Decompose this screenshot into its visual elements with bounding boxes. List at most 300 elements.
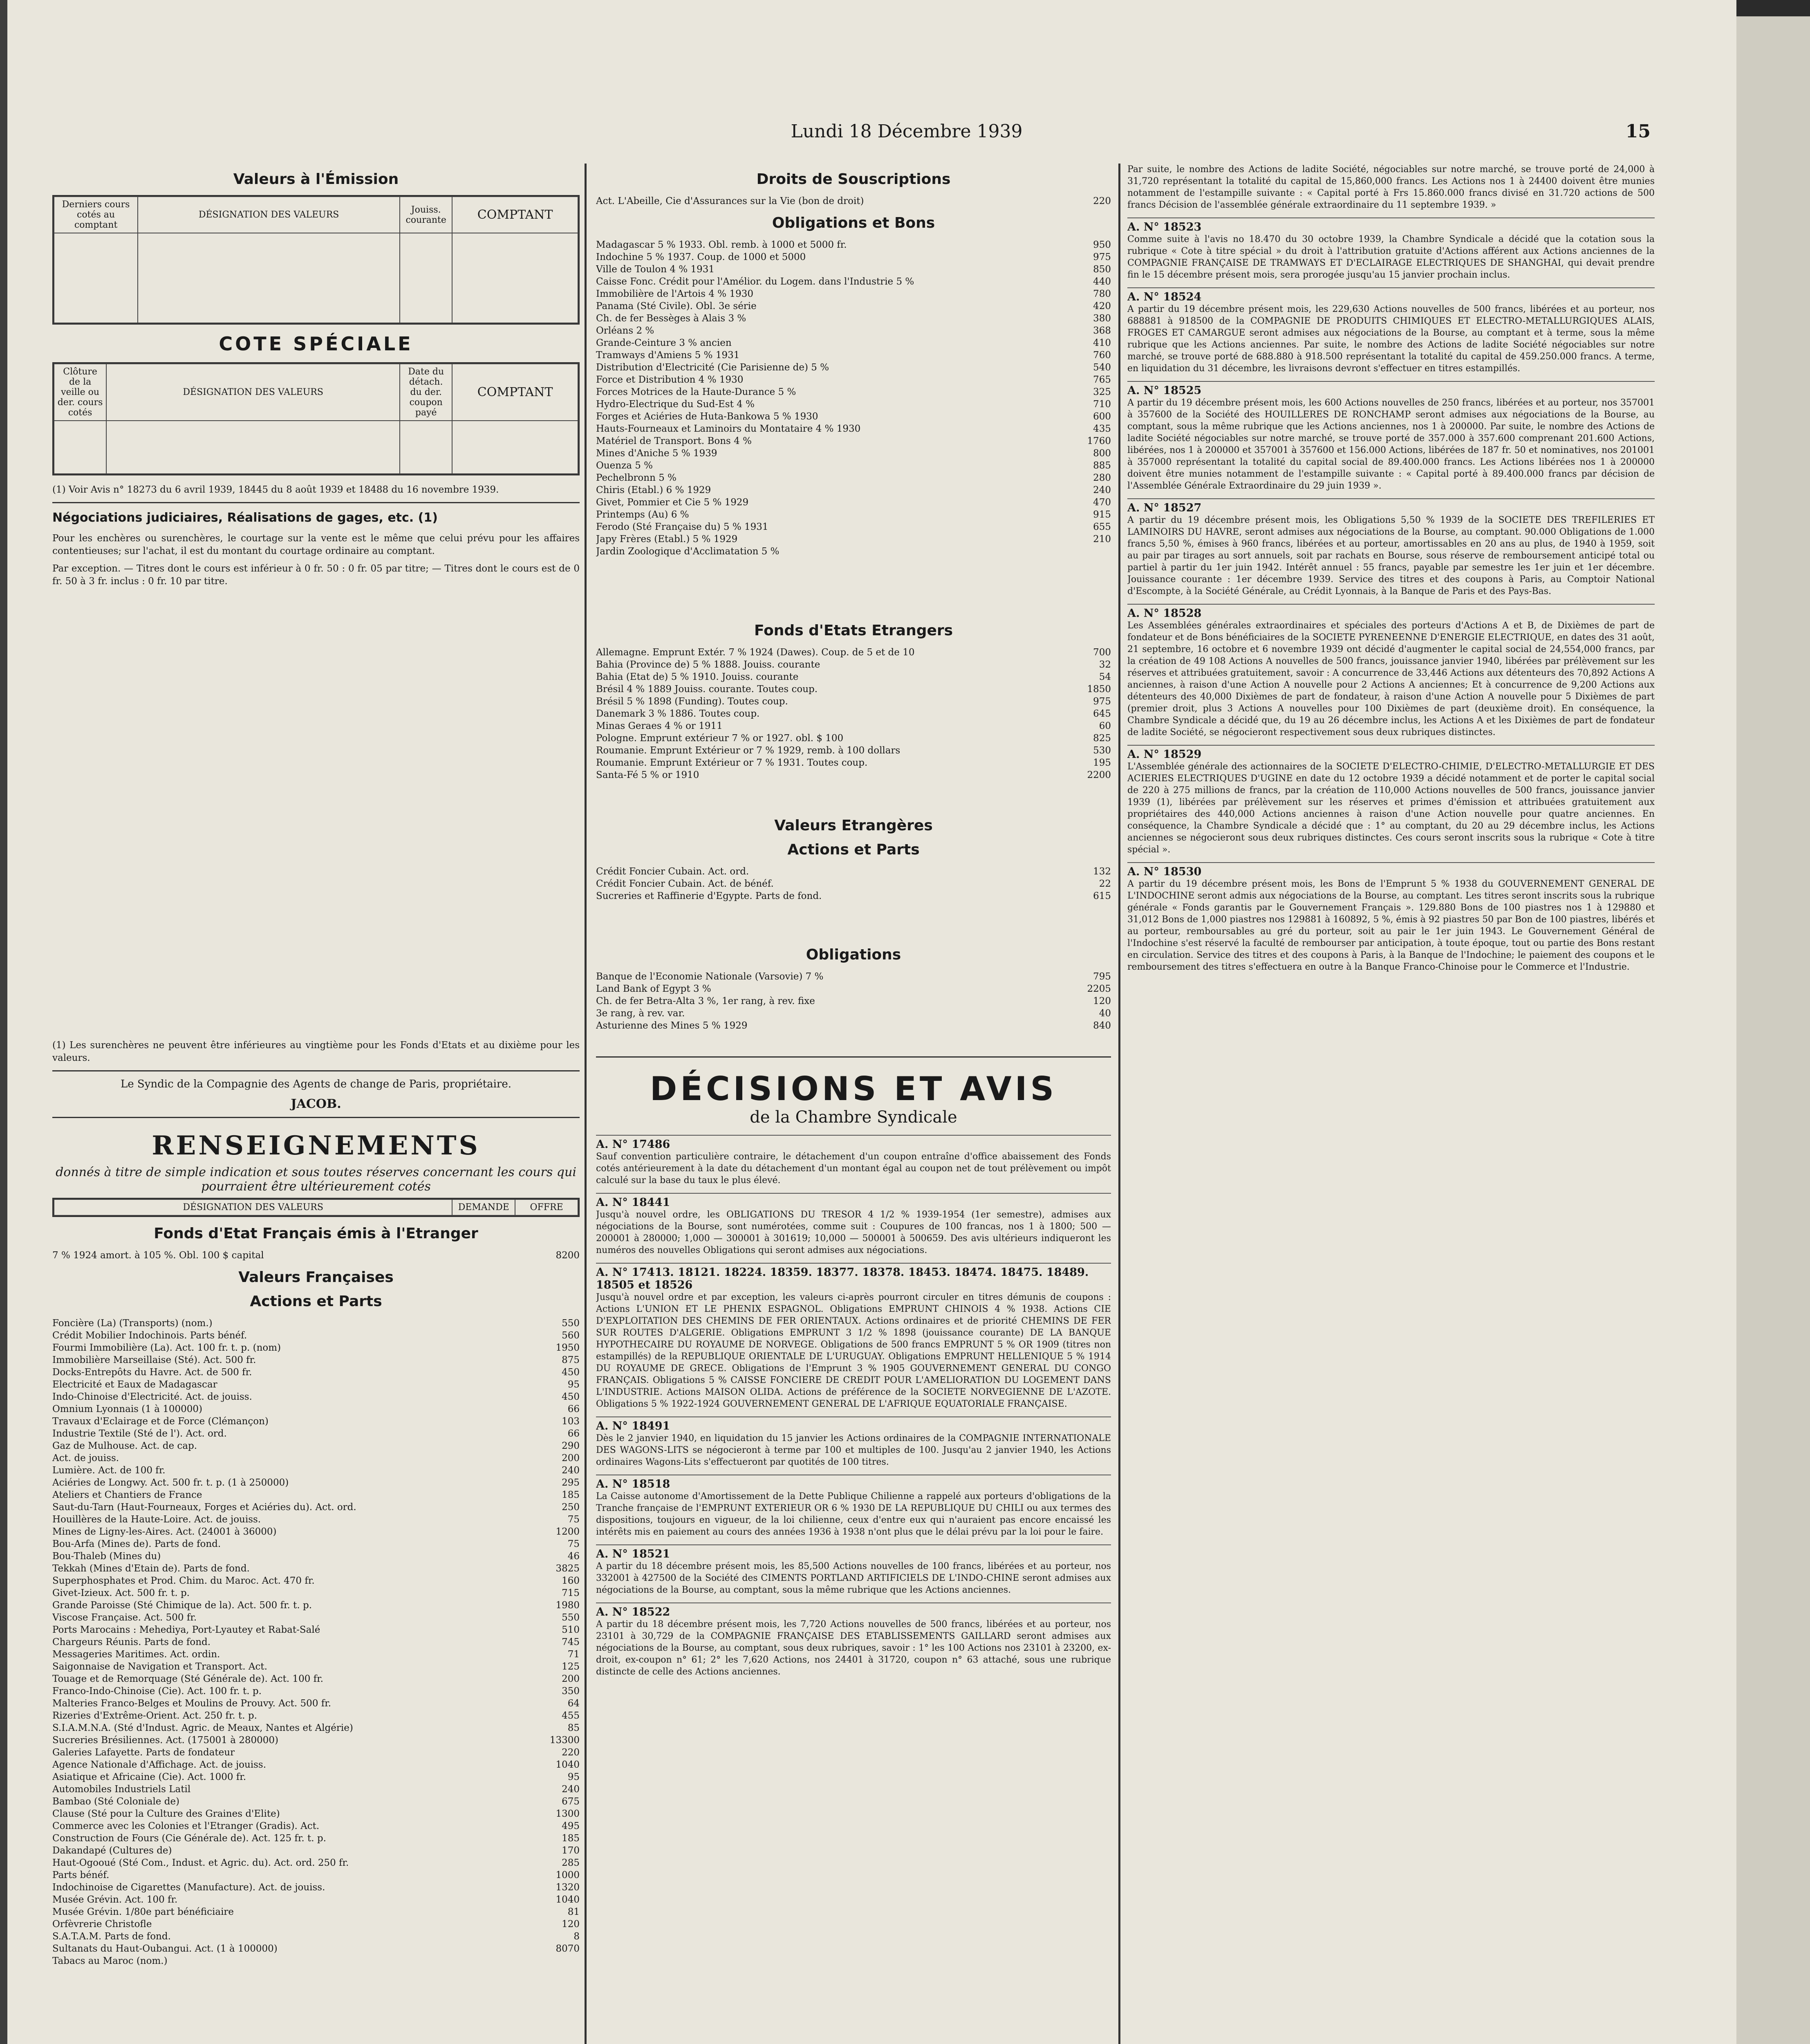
avis-number: A. N° 18491 xyxy=(596,1416,1111,1432)
column-rule-1 xyxy=(585,164,587,2044)
list-item xyxy=(596,744,1111,757)
item-name: Madagascar 5 % 1933. Obl. remb. à 1000 et 5000 fr. xyxy=(596,240,847,250)
item-name: Bou-Arfa (Mines de). Parts de fond. xyxy=(52,1539,221,1549)
avis-list-middle xyxy=(596,1135,1111,1678)
intro-paragraph: Par suite, le nombre des Actions de ladite Société, négociables sur notre marché, se trouve porté de 24,000 à 31,720 représentant la totalité du capital de 15,860,000 francs. Les Actions nos 1 à 24400 doivent être munies notamment de l'estampille suivante : « Capital porté à Frs 15.860.000 francs divisé en 31.720 actions de 500 francs Décision de l'assemblée générale extraordinaire du 11 septembre 1939. » xyxy=(1127,164,1655,210)
list-item xyxy=(52,1759,580,1771)
fonds-etat-value: 8200 xyxy=(556,1250,580,1261)
list-item xyxy=(596,300,1111,312)
obligations-bons-title: Obligations et Bons xyxy=(772,215,935,231)
list-item xyxy=(52,1391,580,1403)
item-value xyxy=(531,1955,580,1967)
list-item xyxy=(52,1722,580,1734)
item-name: Matériel de Transport. Bons 4 % xyxy=(596,436,752,446)
list-item xyxy=(52,1562,580,1575)
item-value: 46 xyxy=(567,1551,580,1562)
list-item xyxy=(52,1513,580,1526)
item-value: 950 xyxy=(1093,240,1111,250)
item-value: 185 xyxy=(562,1833,580,1844)
list-item xyxy=(596,995,1111,1007)
item-name: Galeries Lafayette. Parts de fondateur xyxy=(52,1747,235,1758)
item-value: 60 xyxy=(1099,721,1111,731)
list-item xyxy=(596,337,1111,349)
column-right xyxy=(1127,164,1655,2044)
cote-speciale-table xyxy=(52,362,580,475)
syndic-name: JACOB. xyxy=(291,1097,341,1111)
item-value: 455 xyxy=(562,1710,580,1721)
item-name: Hydro-Electrique du Sud-Est 4 % xyxy=(596,399,755,410)
item-name: Ch. de fer Bessèges à Alais 3 % xyxy=(596,313,746,324)
item-name: Bahia (Province de) 5 % 1888. Jouiss. courante xyxy=(596,659,820,670)
list-item xyxy=(52,1366,580,1378)
list-item xyxy=(52,1734,580,1746)
item-value: 1040 xyxy=(556,1894,580,1905)
item-name: Crédit Foncier Cubain. Act. ord. xyxy=(596,866,749,877)
item-name: Grande-Ceinture 3 % ancien xyxy=(596,338,732,348)
list-item xyxy=(52,1599,580,1611)
item-name: Crédit Foncier Cubain. Act. de bénéf. xyxy=(596,879,774,889)
negociations-note: (1) Les surenchères ne peuvent être inférieures au vingtième pour les Fonds d'Etats et au dixième pour les valeurs. xyxy=(52,1040,580,1063)
item-value: 645 xyxy=(1093,708,1111,719)
list-item xyxy=(52,1317,580,1329)
list-item xyxy=(52,1575,580,1587)
list-item xyxy=(596,263,1111,276)
avis-number: A. N° 18522 xyxy=(596,1602,1111,1618)
item-value: 85 xyxy=(567,1723,580,1733)
item-value: 615 xyxy=(1093,891,1111,901)
fonds-etat-name: 7 % 1924 amort. à 105 %. Obl. 100 $ capital xyxy=(52,1250,264,1261)
item-value: 368 xyxy=(1093,325,1111,336)
item-name: Clause (Sté pour la Culture des Graines d'Elite) xyxy=(52,1809,280,1819)
list-item xyxy=(52,1489,580,1501)
list-item xyxy=(596,1007,1111,1020)
column-middle xyxy=(596,164,1111,2044)
item-name: 3e rang, à rev. var. xyxy=(596,1008,685,1019)
item-value: 250 xyxy=(562,1502,580,1513)
item-value: 81 xyxy=(567,1907,580,1917)
avis-number: A. N° 17413. 18121. 18224. 18359. 18377. 18378. 18453. 18474. 18475. 18489. 18505 et 18526 xyxy=(596,1263,1111,1291)
list-item xyxy=(596,659,1111,671)
item-name: Superphosphates et Prod. Chim. du Maroc. Act. 470 fr. xyxy=(52,1576,315,1586)
negociations-text: Pour les enchères ou surenchères, le courtage sur la vente est le même que celui prévu pour les affaires contentieuses; sur l'achat, il est du montant du courtage ordinaire au comptant. xyxy=(52,533,580,556)
item-value: 795 xyxy=(1093,971,1111,982)
fonds-etrangers-title: Fonds d'Etats Etrangers xyxy=(754,622,953,639)
item-value: 850 xyxy=(1093,264,1111,275)
item-value: 8070 xyxy=(556,1943,580,1954)
item-value: 240 xyxy=(1093,485,1111,495)
list-item xyxy=(596,251,1111,263)
rens-header-designation: DÉSIGNATION DES VALEURS xyxy=(54,1199,452,1215)
item-name: Bou-Thaleb (Mines du) xyxy=(52,1551,161,1562)
list-item xyxy=(52,1894,580,1906)
list-item xyxy=(596,361,1111,374)
item-name: Dakandapé (Cultures de) xyxy=(52,1845,172,1856)
renseignements-header xyxy=(52,1198,580,1217)
item-value xyxy=(1062,545,1111,558)
item-value: 975 xyxy=(1093,696,1111,707)
item-name: Givet-Izieux. Act. 500 fr. t. p. xyxy=(52,1588,190,1598)
list-item xyxy=(596,1020,1111,1032)
list-item xyxy=(52,1526,580,1538)
cote-header-date: Date du détach. du der. coupon payé xyxy=(400,364,452,421)
item-name: Lumière. Act. de 100 fr. xyxy=(52,1465,166,1476)
list-item xyxy=(52,1820,580,1832)
item-value: 715 xyxy=(562,1588,580,1598)
item-name: Givet, Pommier et Cie 5 % 1929 xyxy=(596,497,749,508)
item-name: Minas Geraes 4 % or 1911 xyxy=(596,721,723,731)
item-value: 700 xyxy=(1093,647,1111,658)
item-value: 240 xyxy=(562,1465,580,1476)
list-item xyxy=(52,1587,580,1599)
item-name: Pologne. Emprunt extérieur 7 % or 1927. obl. $ 100 xyxy=(596,733,844,744)
avis-text: La Caisse autonome d'Amortissement de la Dette Publique Chilienne a rappelé aux porteurs d'obligations de la Tranche française de l'EMPRUNT EXTERIEUR OR 6 % 1930 DE LA REPUBLIQUE DU CHILI ou aux termes des dispositions, toujours en vigueur, de la loi chilienne, ceux d'entre eux qui n'auraient pas encore encaissé les intérêts mis en paiement au cours des années 1936 à 1938 n'ont plus que le délai prévu par la loi pour le faire. xyxy=(596,1491,1111,1537)
list-item xyxy=(52,1636,580,1648)
item-name: Act. L'Abeille, Cie d'Assurances sur la Vie (bon de droit) xyxy=(596,196,864,206)
item-name: Agence Nationale d'Affichage. Act. de jouiss. xyxy=(52,1759,267,1770)
list-item xyxy=(52,1710,580,1722)
item-name: Chiris (Etabl.) 6 % 1929 xyxy=(596,485,711,495)
list-item xyxy=(596,459,1111,472)
list-item xyxy=(596,720,1111,732)
item-name: Tabacs au Maroc (nom.) xyxy=(52,1956,168,1966)
item-name: Haut-Ogooué (Sté Com., Indust. et Agric. du). Act. ord. 250 fr. xyxy=(52,1858,349,1868)
item-value: 450 xyxy=(562,1392,580,1402)
valeurs-francaises-title: Valeurs Françaises xyxy=(238,1269,394,1286)
item-value: 710 xyxy=(1093,399,1111,410)
item-value: 280 xyxy=(1093,473,1111,483)
item-value: 1000 xyxy=(556,1870,580,1880)
page-edge xyxy=(1736,16,1810,2044)
item-name: Danemark 3 % 1886. Toutes coup. xyxy=(596,708,760,719)
item-name: Ferodo (Sté Française du) 5 % 1931 xyxy=(596,522,768,532)
item-value: 290 xyxy=(562,1441,580,1451)
item-value: 125 xyxy=(562,1661,580,1672)
negociations-exception: Par exception. — Titres dont le cours est inférieur à 0 fr. 50 : 0 fr. 05 par titre; — Titres dont le cours est de 0 fr. 50 à 3 fr. inclus : 0 fr. 10 par titre. xyxy=(52,563,580,587)
item-value: 120 xyxy=(1093,996,1111,1006)
item-name: Brésil 4 % 1889 Jouiss. courante. Toutes coup. xyxy=(596,684,818,695)
list-item xyxy=(52,1611,580,1624)
item-value: 220 xyxy=(1093,196,1111,206)
item-value: 103 xyxy=(562,1416,580,1427)
item-value: 1200 xyxy=(556,1526,580,1537)
fonds-etrangers-list xyxy=(596,646,1111,781)
item-name: Malteries Franco-Belges et Moulins de Prouvy. Act. 500 fr. xyxy=(52,1698,332,1709)
item-value: 825 xyxy=(1093,733,1111,744)
item-name: Docks-Entrepôts du Havre. Act. de 500 fr. xyxy=(52,1367,252,1378)
item-name: Indo-Chinoise d'Electricité. Act. de jouiss. xyxy=(52,1392,252,1402)
avis-number: A. N° 18523 xyxy=(1127,217,1655,233)
avis-number: A. N° 18525 xyxy=(1127,381,1655,397)
list-item xyxy=(52,1685,580,1697)
item-value: 120 xyxy=(562,1919,580,1930)
item-name: Immobilière de l'Artois 4 % 1930 xyxy=(596,289,754,299)
item-name: Bahia (Etat de) 5 % 1910. Jouiss. courante xyxy=(596,672,799,682)
column-left xyxy=(52,164,580,2044)
item-name: Tekkah (Mines d'Etain de). Parts de fond. xyxy=(52,1563,250,1574)
item-value: 32 xyxy=(1099,659,1111,670)
item-name: Sucreries Brésiliennes. Act. (175001 à 280000) xyxy=(52,1735,279,1746)
item-name: Commerce avec les Colonies et l'Etranger (Gradis). Act. xyxy=(52,1821,320,1831)
item-value: 1950 xyxy=(556,1342,580,1353)
column-rule-2 xyxy=(1118,164,1120,2044)
list-item xyxy=(596,533,1111,545)
avis-number: A. N° 18524 xyxy=(1127,287,1655,303)
list-item xyxy=(596,671,1111,683)
item-value: 71 xyxy=(567,1649,580,1660)
item-name: Ville de Toulon 4 % 1931 xyxy=(596,264,715,275)
avis-text: A partir du 18 décembre présent mois, les 7,720 Actions nouvelles de 500 francs, libérées et au porteur, nos 23101 à 30,729 de la COMPAGNIE FRANÇAISE DES ETABLISSEMENTS GAILLARD seront admises aux négociations de la Bourse, au comptant, sous deux rubriques, savoir : 1° les 100 Actions nos 23101 à 23200, ex-droit, ex-coupon n° 61; 2° les 7,620 Actions, nos 24401 à 31720, coupon n° 63 attaché, sous une rubrique distincte de celle des Actions anciennes. xyxy=(596,1619,1111,1677)
list-item xyxy=(596,878,1111,890)
item-name: Houillères de la Haute-Loire. Act. de jouiss. xyxy=(52,1514,261,1525)
item-name: Forges et Aciéries de Huta-Bankowa 5 % 1930 xyxy=(596,411,818,422)
avis-text: L'Assemblée générale des actionnaires de la SOCIETE D'ELECTRO-CHIMIE, D'ELECTRO-METALLURGIE ET DES ACIERIES ELECTRIQUES D'UGINE en date du 12 octobre 1939 a décidé notamment et de porter le capital social de 220 à 275 millions de francs, par la création de 110,000 Actions nouvelles de 500 francs, jouissance janvier 1939 (1), libérées par prélèvement sur les réserves et primes d'émission et attribuées gratuitement aux propriétaires des 440,000 Actions anciennes à raison d'une Action nouvelle pour quatre anciennes. En conséquence, la Chambre Syndicale a décidé que : 1° au comptant, du 20 au 29 décembre inclus, les Actions anciennes se négocieront sous deux rubriques distinctes. Ces cours seront inscrits sous la rubrique « Cote à titre spécial ». xyxy=(1127,762,1655,855)
fonds-etat-row xyxy=(52,1249,580,1262)
list-item xyxy=(596,435,1111,447)
list-item xyxy=(52,1943,580,1955)
item-value: 1300 xyxy=(556,1809,580,1819)
item-value: 655 xyxy=(1093,522,1111,532)
item-name: Aciéries de Longwy. Act. 500 fr. t. p. (1 à 250000) xyxy=(52,1477,289,1488)
item-value: 915 xyxy=(1093,509,1111,520)
item-name: Santa-Fé 5 % or 1910 xyxy=(596,770,699,780)
list-item xyxy=(52,1477,580,1489)
item-value: 2200 xyxy=(1087,770,1111,780)
item-value: 875 xyxy=(562,1355,580,1365)
list-item xyxy=(52,1624,580,1636)
item-value: 780 xyxy=(1093,289,1111,299)
avis-list-right xyxy=(1127,217,1655,973)
list-item xyxy=(596,646,1111,659)
item-value: 440 xyxy=(1093,276,1111,287)
list-item xyxy=(52,1808,580,1820)
item-name: Industrie Textile (Sté de l'). Act. ord. xyxy=(52,1428,227,1439)
list-item xyxy=(596,386,1111,398)
emission-header-designation: DÉSIGNATION DES VALEURS xyxy=(138,197,400,233)
list-item xyxy=(52,1832,580,1845)
avis-text: A partir du 19 décembre présent mois, les Bons de l'Emprunt 5 % 1938 du GOUVERNEMENT GENERAL DE L'INDOCHINE seront admis aux négociations de la Bourse, au comptant. Les titres seront inscrits sous la rubrique générale « Fonds garantis par le Gouvernement Français ». 129.880 Bons de 100 piastres nos 1 à 129880 et 31,012 Bons de 1,000 piastres nos 129881 à 160892, 5 %, émis à 92 piastres 50 par Bon de 100 piastres, libérés et au porteur, remboursables au gré du porteur, soit au pair le 1er juin 1943. Le Gouvernement Général de l'Indochine s'est réservé la faculté de rembourser par anticipation, à toute époque, tout ou partie des Bons restant en circulation. Service des titres et des coupons à Paris, à la Banque de l'Indochine; le paiement des coupons et le remboursement des titres s'effectuera en outre à la Banque Franco-Chinoise pour le Commerce et l'Industrie. xyxy=(1127,879,1655,972)
item-value: 470 xyxy=(1093,497,1111,508)
list-item xyxy=(52,1783,580,1795)
obligations-title: Obligations xyxy=(806,946,901,963)
item-name: Musée Grévin. 1/80e part bénéficiaire xyxy=(52,1907,234,1917)
avis-text: A partir du 18 décembre présent mois, les 85,500 Actions nouvelles de 100 francs, libérées et au porteur, nos 332001 à 427500 de la Société des CIMENTS PORTLAND ARTIFICIELS DE L'INDO-CHINE seront admises aux négociations de la Bourse, au comptant, sous la même rubrique que les Actions anciennes. xyxy=(596,1561,1111,1595)
item-value: 285 xyxy=(562,1858,580,1868)
item-value: 1980 xyxy=(556,1600,580,1611)
list-item xyxy=(52,1746,580,1759)
item-name: Gaz de Mulhouse. Act. de cap. xyxy=(52,1441,197,1451)
item-name: Asiatique et Africaine (Cie). Act. 1000 fr. xyxy=(52,1772,246,1782)
item-value: 185 xyxy=(562,1490,580,1500)
item-value: 560 xyxy=(562,1330,580,1341)
item-value: 95 xyxy=(567,1772,580,1782)
item-name: Foncière (La) (Transports) (nom.) xyxy=(52,1318,213,1329)
item-name: Tramways d'Amiens 5 % 1931 xyxy=(596,350,740,361)
item-name: Panama (Sté Civile). Obl. 3e série xyxy=(596,301,757,312)
list-item xyxy=(596,769,1111,781)
item-value: 540 xyxy=(1093,362,1111,373)
obligations-list xyxy=(596,970,1111,1032)
item-value: 550 xyxy=(562,1318,580,1329)
item-value: 295 xyxy=(562,1477,580,1488)
item-name: Distribution d'Electricité (Cie Parisienne de) 5 % xyxy=(596,362,829,373)
list-item xyxy=(596,521,1111,533)
list-item xyxy=(596,890,1111,902)
item-name: Viscose Française. Act. 500 fr. xyxy=(52,1612,197,1623)
list-item xyxy=(596,983,1111,995)
avis-text: A partir du 19 décembre présent mois, les 600 Actions nouvelles de 250 francs, libérées et au porteur, nos 357001 à 357600 de la Société des HOUILLERES DE RONCHAMP seront admises aux négociations de la Bourse, au comptant, sous la même rubrique que les Actions anciennes, nos 1 à 200000. Par suite, le nombre des Actions de ladite Société négociables sur notre marché, se trouve porté de 357.000 à 357.600 comprenant 201.600 Actions, libérées, nos 1 à 200000 et 357001 à 357600 et 156.000 Actions, libérées de 187 fr. 50 et nominatives, nos 201001 à 357000 représentant la totalité du capital social de 89.400.000 francs. Les Actions libérées nos 1 à 200000 doivent être munies notamment de l'estampille suivante : « Capital porté à 89.400.000 francs par décision de l'Assemblée Générale Extraordinaire du 29 juin 1939 ». xyxy=(1127,398,1655,491)
item-value: 1850 xyxy=(1087,684,1111,695)
item-name: Orléans 2 % xyxy=(596,325,654,336)
list-item xyxy=(596,410,1111,423)
rens-header-offre: OFFRE xyxy=(515,1199,578,1215)
item-value: 745 xyxy=(562,1637,580,1647)
list-item xyxy=(52,1440,580,1452)
avis-text: A partir du 19 décembre présent mois, les Obligations 5,50 % 1939 de la SOCIETE DES TREFILERIES ET LAMINOIRS DU HAVRE, seront admises aux négociations de la Bourse, au comptant. 90.000 Obligations de 1.000 francs 5,50 %, émises à 960 francs, libérées et au porteur, amortissables en 20 ans au plus, de 1940 à 1959, soit au pair par tirages au sort annuels, soit par rachats en Bourse, sous réserve de remboursement anticipé total ou partiel à partir du 1er juin 1942. Intérêt annuel : 55 francs, payable par semestre les 1er juin et 1er décembre. Jouissance courante : 1er décembre 1939. Service des titres et des coupons à Paris, au Comptoir National d'Escompte, à la Société Générale, au Crédit Lyonnais, à la Banque de Paris et des Pays-Bas. xyxy=(1127,515,1655,596)
list-item xyxy=(596,349,1111,361)
item-name: Ateliers et Chantiers de France xyxy=(52,1490,202,1500)
cote-header-designation: DÉSIGNATION DES VALEURS xyxy=(106,364,400,421)
avis-number: A. N° 18527 xyxy=(1127,498,1655,514)
list-item xyxy=(596,374,1111,386)
list-item xyxy=(596,970,1111,983)
item-name: Force et Distribution 4 % 1930 xyxy=(596,374,744,385)
item-value: 240 xyxy=(562,1784,580,1795)
item-name: Messageries Maritimes. Act. ordin. xyxy=(52,1649,220,1660)
item-value: 160 xyxy=(562,1576,580,1586)
droits-souscriptions-title: Droits de Souscriptions xyxy=(756,171,951,188)
avis-text: Dès le 2 janvier 1940, en liquidation du 15 janvier les Actions ordinaires de la COMPAGNIE INTERNATIONALE DES WAGONS-LITS se négocieront à terme par 100 et multiples de 100. Jusqu'au 2 janvier 1940, les Actions ordinaires Wagons-Lits s'effectueront par quotités de 100 titres. xyxy=(596,1433,1111,1467)
avis-number: A. N° 18528 xyxy=(1127,604,1655,620)
item-name: Roumanie. Emprunt Extérieur or 7 % 1929, remb. à 100 dollars xyxy=(596,745,901,756)
item-value: 40 xyxy=(1099,1008,1111,1019)
item-name: Indochinoise de Cigarettes (Manufacture). Act. de jouiss. xyxy=(52,1882,325,1893)
list-item xyxy=(596,545,1111,558)
item-value: 1320 xyxy=(556,1882,580,1893)
item-value: 600 xyxy=(1093,411,1111,422)
list-item xyxy=(596,195,1111,207)
item-name: Pechelbronn 5 % xyxy=(596,473,677,483)
page-number: 15 xyxy=(1625,121,1651,142)
avis-number: A. N° 18530 xyxy=(1127,862,1655,878)
list-item xyxy=(596,509,1111,521)
valeurs-etrangeres-list xyxy=(596,865,1111,902)
item-name: Roumanie. Emprunt Extérieur or 7 % 1931. Toutes coup. xyxy=(596,758,868,768)
negociations-title: Négociations judiciaires, Réalisations de gages, etc. (1) xyxy=(52,511,438,525)
item-name: Ch. de fer Betra-Alta 3 %, 1er rang, à rev. fixe xyxy=(596,996,815,1006)
list-item xyxy=(596,423,1111,435)
item-name: Asturienne des Mines 5 % 1929 xyxy=(596,1020,748,1031)
item-value: 1760 xyxy=(1087,436,1111,446)
item-name: Sultanats du Haut-Oubangui. Act. (1 à 100000) xyxy=(52,1943,278,1954)
item-value: 420 xyxy=(1093,301,1111,312)
item-value: 325 xyxy=(1093,387,1111,397)
item-name: Banque de l'Economie Nationale (Varsovie) 7 % xyxy=(596,971,824,982)
list-item xyxy=(596,239,1111,251)
item-name: Grande Paroisse (Sté Chimique de la). Act. 500 fr. t. p. xyxy=(52,1600,312,1611)
list-item xyxy=(596,695,1111,708)
item-value: 170 xyxy=(562,1845,580,1856)
item-value: 75 xyxy=(567,1514,580,1525)
renseignements-subtitle: donnés à titre de simple indication et sous toutes réserves concernant les cours qui pourraient être ultérieurement cotés xyxy=(56,1165,576,1194)
list-item xyxy=(596,865,1111,878)
item-value: 95 xyxy=(567,1379,580,1390)
item-name: S.A.T.A.M. Parts de fond. xyxy=(52,1931,171,1942)
actions-parts-list xyxy=(52,1317,580,1967)
list-item xyxy=(52,1857,580,1869)
avis-text: Comme suite à l'avis no 18.470 du 30 octobre 1939, la Chambre Syndicale a décidé que la cotation sous la rubrique « Cote à titre spécial » du droit à l'attribution gratuite d'Actions afférent aux Actions anciennes de la COMPAGNIE FRANÇAISE DE TRAMWAYS ET D'ECLAIRAGE ELECTRIQUES DE SHANGHAI, qui devait prendre fin le 15 décembre présent mois, sera prorogée jusqu'au 15 janvier prochain inclus. xyxy=(1127,234,1655,280)
list-item xyxy=(596,312,1111,325)
list-item xyxy=(52,1918,580,1930)
item-name: Ouenza 5 % xyxy=(596,460,653,471)
obligations-bons-list xyxy=(596,239,1111,558)
item-value: 132 xyxy=(1093,866,1111,877)
item-name: Crédit Mobilier Indochinois. Parts bénéf. xyxy=(52,1330,247,1341)
avis-text: Sauf convention particulière contraire, le détachement d'un coupon entraîne d'office abaissement des Fonds cotés antérieurement à la date du détachement d'un montant égal au coupon net de tout prélèvement ou impôt calculé sur la base du taux le plus élevé. xyxy=(596,1152,1111,1186)
item-name: Orfèvrerie Christofle xyxy=(52,1919,152,1930)
item-name: Caisse Fonc. Crédit pour l'Amélior. du Logem. dans l'Industrie 5 % xyxy=(596,276,914,287)
item-value: 8 xyxy=(573,1931,580,1942)
item-name: Printemps (Au) 6 % xyxy=(596,509,689,520)
item-name: Automobiles Industriels Latil xyxy=(52,1784,191,1795)
item-value: 885 xyxy=(1093,460,1111,471)
list-item xyxy=(596,288,1111,300)
item-name: Land Bank of Egypt 3 % xyxy=(596,984,711,994)
item-name: Parts bénéf. xyxy=(52,1870,110,1880)
renseignements-title: RENSEIGNEMENTS xyxy=(152,1130,480,1161)
item-name: Electricité et Eaux de Madagascar xyxy=(52,1379,217,1390)
avis-number: A. N° 18518 xyxy=(596,1475,1111,1490)
decisions-title: DÉCISIONS ET AVIS xyxy=(650,1070,1057,1108)
list-item xyxy=(52,1428,580,1440)
item-value: 380 xyxy=(1093,313,1111,324)
list-item xyxy=(596,708,1111,720)
cote-header-cloture: Clôture de la veille ou der. cours cotés xyxy=(54,364,106,421)
list-item xyxy=(596,276,1111,288)
item-value: 410 xyxy=(1093,338,1111,348)
item-value: 550 xyxy=(562,1612,580,1623)
avis-text: Jusqu'à nouvel ordre et par exception, les valeurs ci-après pourront circuler en titres démunis de coupons : Actions L'UNION ET LE PHENIX ESPAGNOL. Obligations EMPRUNT CHINOIS 4 % 1938. Actions CIE D'EXPLOITATION DES CHEMINS DE FER ORIENTAUX. Actions ordinaires et de priorité CHEMINS DE FER SUR ROUTES D'ALGERIE. Obligations EMPRUNT 3 1/2 % 1898 (jouissance courante) DE LA BANQUE HYPOTHECAIRE DU ROYAUME DE NORVEGE. Obligations de 500 francs EMPRUNT 5 % OR 1909 (titres non estampillés) de la REPUBLIQUE ORIENTALE DE L'URUGUAY. Obligations EMPRUNT HELLENIQUE 5 % 1914 DU ROYAUME DE GRECE. Obligations de l'Emprunt 3 % 1905 GOUVERNEMENT GENERAL DU CONGO FRANÇAIS. Obligations 5 % CAISSE FONCIERE DE CREDIT POUR L'AMELIORATION DU LOGEMENT DANS L'INDUSTRIE. Actions MAISON OLIDA. Actions de préférence de la SOCIETE NORVEGIENNE DE L'AZOTE. Obligations 5 % 1922-1924 GOUVERNEMENT GENERAL DE L'AFRIQUE EQUATORIALE FRANÇAISE. xyxy=(596,1292,1111,1409)
item-name: Touage et de Remorquage (Sté Générale de). Act. 100 fr. xyxy=(52,1674,323,1684)
item-name: Japy Frères (Etabl.) 5 % 1929 xyxy=(596,534,738,545)
item-name: Forces Motrices de la Haute-Durance 5 % xyxy=(596,387,796,397)
item-name: Rizeries d'Extrême-Orient. Act. 250 fr. t. p. xyxy=(52,1710,257,1721)
list-item xyxy=(596,683,1111,695)
list-item xyxy=(52,1661,580,1673)
item-value: 13300 xyxy=(549,1735,580,1746)
list-item xyxy=(52,1881,580,1894)
item-name: Mines de Ligny-les-Aires. Act. (24001 à 36000) xyxy=(52,1526,277,1537)
avis-number: A. N° 18521 xyxy=(596,1544,1111,1560)
item-value: 765 xyxy=(1093,374,1111,385)
item-name: Bambao (Sté Coloniale de) xyxy=(52,1796,180,1807)
item-value: 3825 xyxy=(556,1563,580,1574)
emission-header-comptant: COMPTANT xyxy=(452,197,578,233)
list-item xyxy=(52,1869,580,1881)
rens-header-demande: DEMANDE xyxy=(452,1199,515,1215)
list-item xyxy=(52,1415,580,1428)
item-name: Saut-du-Tarn (Haut-Fourneaux, Forges et Aciéries du). Act. ord. xyxy=(52,1502,356,1513)
item-value: 350 xyxy=(562,1686,580,1697)
item-name: Musée Grévin. Act. 100 fr. xyxy=(52,1894,178,1905)
list-item xyxy=(52,1906,580,1918)
item-value: 2205 xyxy=(1087,984,1111,994)
list-item xyxy=(52,1648,580,1661)
avis-text: A partir du 19 décembre présent mois, les 229,630 Actions nouvelles de 500 francs, libérées et au porteur, nos 688881 à 918500 de la COMPAGNIE DE PRODUITS CHIMIQUES ET ELECTRO-METALLURGIQUES ALAIS, FROGES ET CAMARGUE seront admises aux négociations de la Bourse, au comptant et à terme, sous la même rubrique que les Actions anciennes. Par suite, le nombre des Actions de ladite Société négociables sur notre marché, se trouve porté de 688.880 à 918.500 représentant la totalité du capital de 459.250.000 francs. A terme, en liquidation du 31 décembre, les livraisons devront s'effectuer en titres estampillés. xyxy=(1127,304,1655,374)
list-item xyxy=(52,1771,580,1783)
list-item xyxy=(52,1378,580,1391)
list-item xyxy=(52,1697,580,1710)
item-value: 195 xyxy=(1093,758,1111,768)
